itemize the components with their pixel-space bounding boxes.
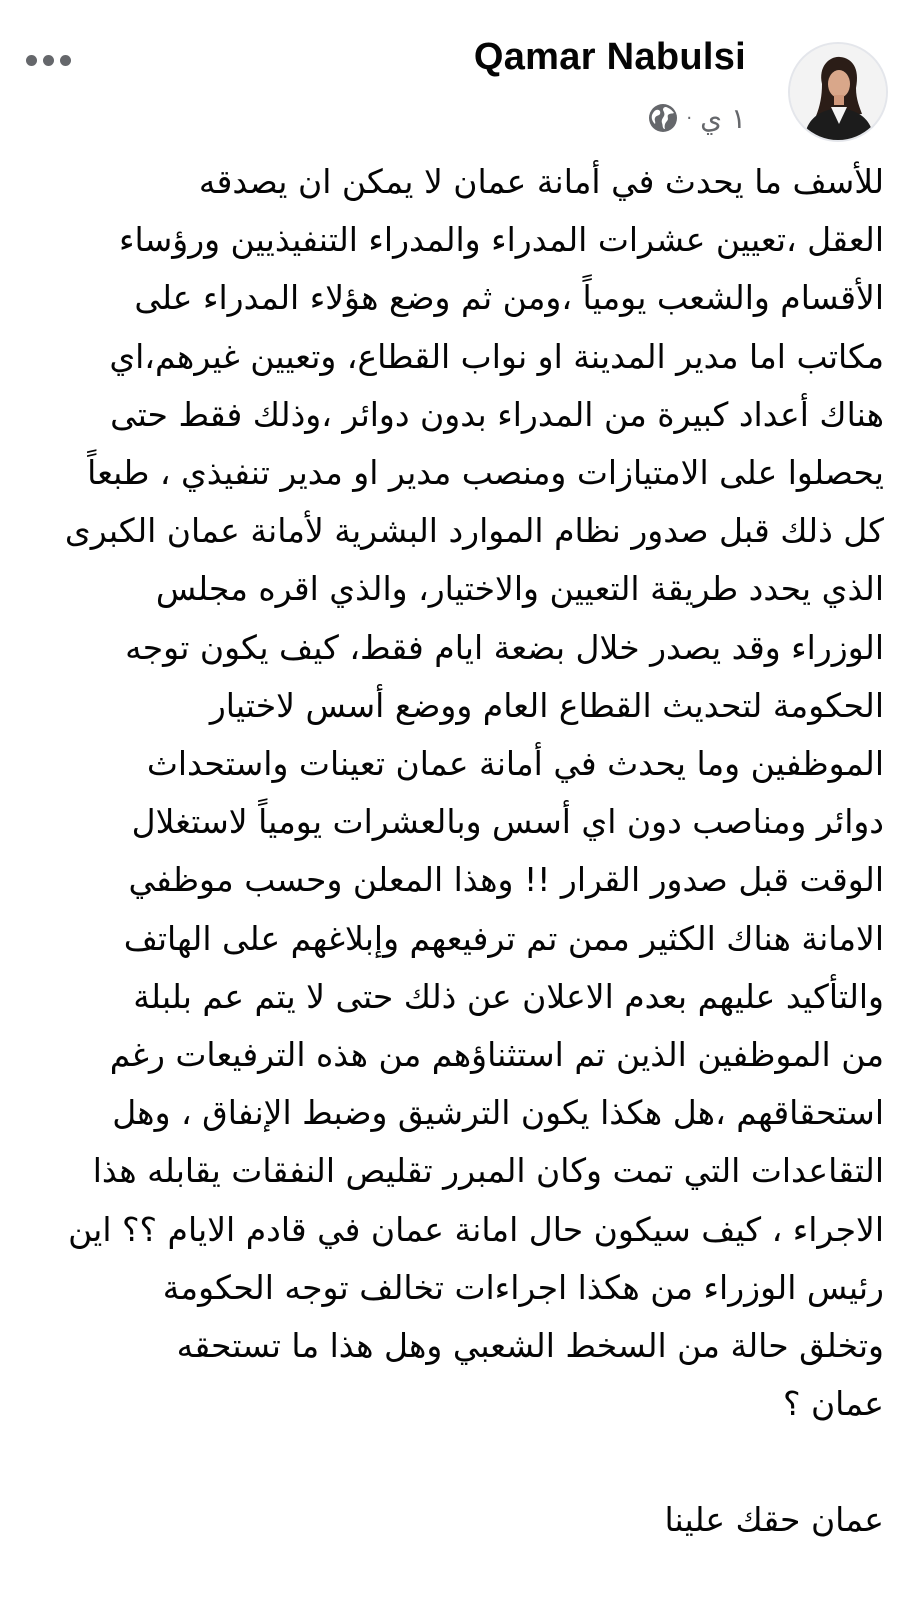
post-main-text: للأسف ما يحدث في أمانة عمان لا يمكن ان يصدقه العقل ،تعيين عشرات المدراء والمدراء التنفيذيين ورؤساء الأقسام والشعب يومياً ،ومن ثم وضع هؤلاء المدراء على مكاتب اما مدير المدينة او نواب القطاع، وتعيين غيرهم،اي هناك أعداد كبيرة من المدراء بدون دوائر ،وذلك فقط حتى يحصلوا على الامتيازات ومنصب مدير او مدير تنفيذي ، طبعاً كل ذلك قبل صدور نظام الموارد البشرية لأمانة عمان الكبرى الذي يحدد طريقة التعيين والاختيار، والذي اقره مجلس الوزراء وقد يصدر خلال بضعة ايام فقط، كيف يكون توجه الحكومة لتحديث القطاع العام ووضع أسس لاختيار الموظفين وما يحدث في أمانة عمان تعينات واستحداث دوائر ومناصب دون اي أسس وبالعشرات يومياً لاستغلال الوقت قبل صدور القرار !! وهذا المعلن وحسب موظفي الامانة هناك الكثير ممن تم ترفيعهم وإبلاغهم على الهاتف والتأكيد عليهم بعدم الاعلان عن ذلك حتى لا يتم عم بلبلة من الموظفين الذين تم استثناؤهم من هذه الترفيعات رغم استحقاقهم ،هل هكذا يكون الترشيق وضبط الإنفاق ، وهل التقاعدات التي تمت وكان المبرر تقليص النفقات يقابله هذا الاجراء ، كيف سيكون حال امانة عمان في قادم الايام ؟؟ اين رئيس الوزراء من هكذا اجراءات تخالف توجه الحكومة وتخلق حالة من السخط الشعبي وهل هذا ما تستحقه عمان ؟ — [64, 162, 884, 1424]
more-dot-icon — [26, 55, 37, 66]
post-meta — [648, 98, 746, 138]
meta-separator: · — [686, 107, 693, 129]
more-options-button[interactable] — [20, 46, 76, 74]
post-timestamp[interactable]: ١ ي — [700, 101, 746, 135]
author-name[interactable]: Qamar Nabulsi — [473, 36, 746, 78]
post-text — [22, 153, 884, 1550]
globe-icon[interactable] — [648, 103, 678, 133]
more-dot-icon — [60, 55, 71, 66]
post-closing-line: عمان حقك علينا — [664, 1500, 884, 1540]
more-dot-icon — [43, 55, 54, 66]
author-avatar[interactable] — [788, 42, 888, 142]
